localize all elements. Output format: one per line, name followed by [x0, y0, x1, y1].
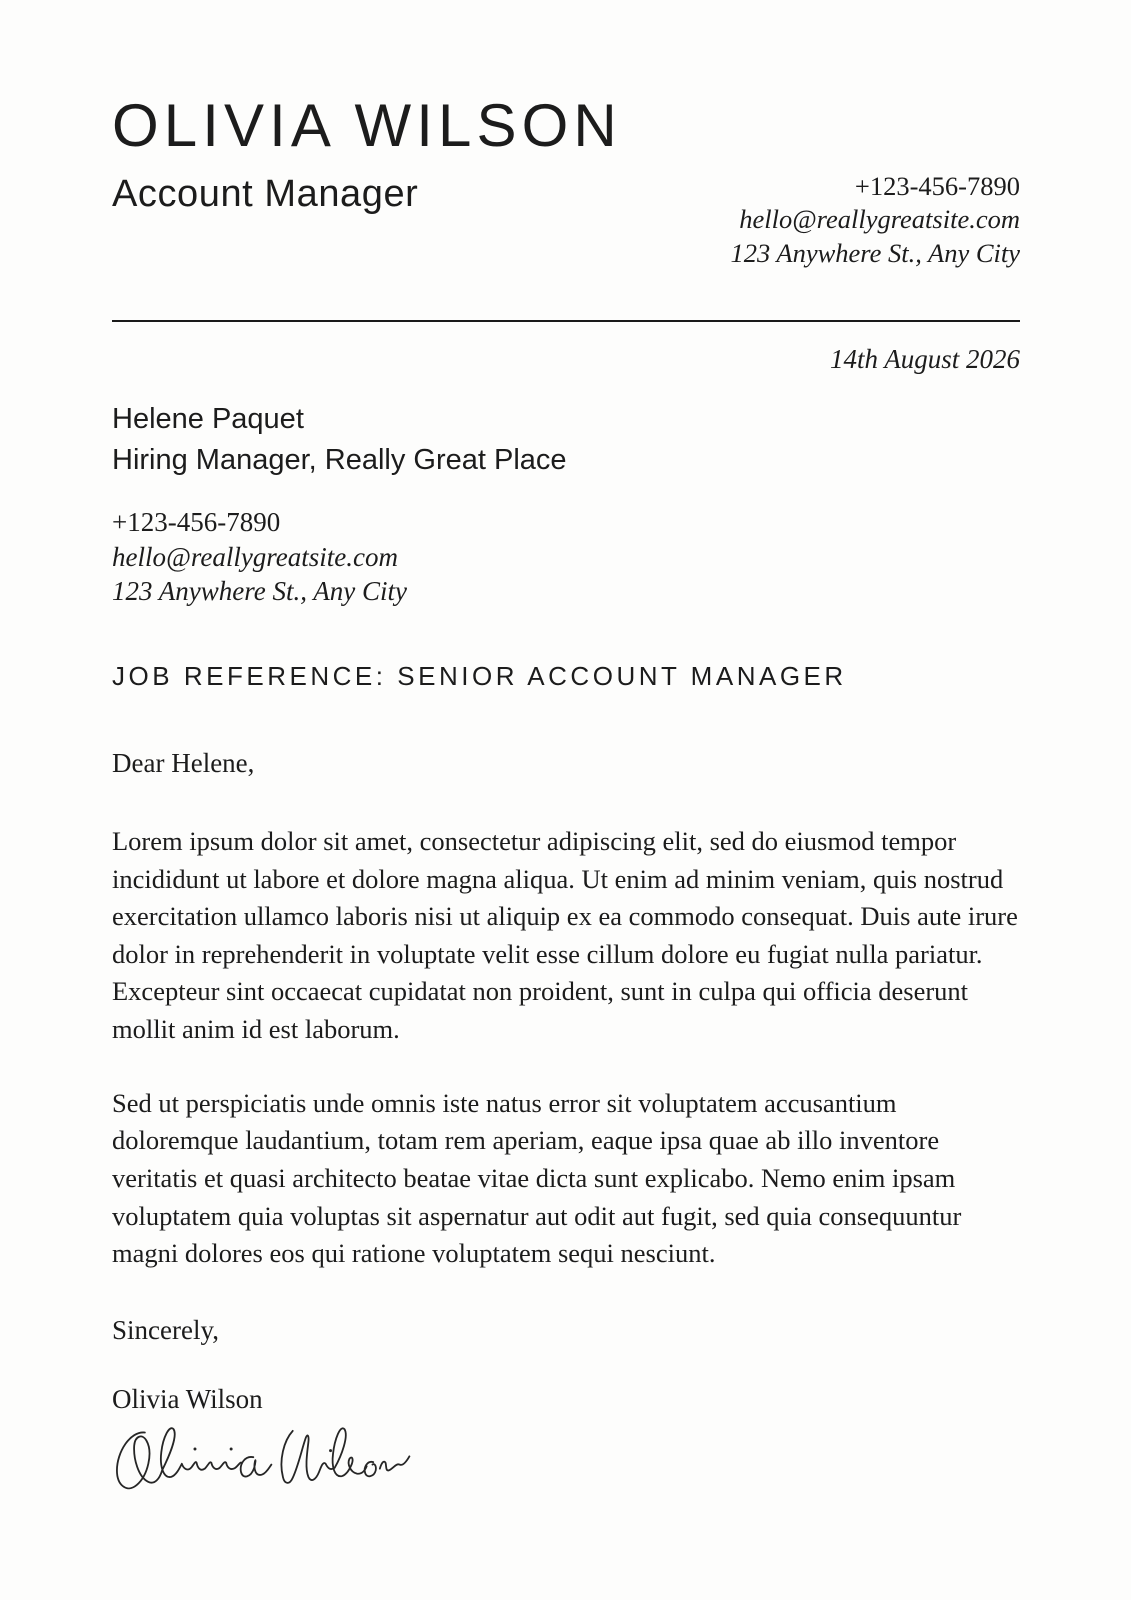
contact-address: 123 Anywhere St., Any City — [112, 576, 407, 607]
sender-role-heading: Account Manager — [112, 173, 419, 215]
letterhead-phone: +123-456-7890 — [854, 171, 1020, 201]
contact-block — [112, 505, 1020, 609]
body-paragraph-1: Lorem ipsum dolor sit amet, consectetur adipiscing elit, sed do eiusmod tempor incididunt ut labore et dolore magna aliqua. Ut enim ad minim veniam, quis nostrud exercitation ullamco laboris nisi ut aliquip ex ea commodo consequat. Duis aute irure dolor in reprehenderit in voluptate velit esse cillum dolore eu fugiat nulla pariatur. Excepteur sint occaecat cupidatat non proident, sunt in culpa qui officia deserunt mollit anim id est laborum. — [112, 825, 1018, 1045]
signed-name-typed: Olivia Wilson — [112, 1383, 263, 1414]
recipient-title: Hiring Manager, Really Great Place — [112, 444, 567, 477]
handwritten-signature — [112, 1417, 416, 1499]
recipient-block — [112, 399, 1020, 481]
contact-phone: +123-456-7890 — [112, 507, 281, 538]
letterhead-email: hello@reallygreatsite.com — [739, 204, 1020, 235]
letter-date: 14th August 2026 — [829, 344, 1020, 374]
recipient-name: Helene Paquet — [112, 403, 304, 435]
closing-phrase: Sincerely, — [112, 1314, 219, 1345]
contact-email: hello@reallygreatsite.com — [112, 541, 399, 572]
sender-name-heading: OLIVIA WILSON — [112, 92, 622, 159]
letterhead-contact-block — [731, 170, 1021, 270]
letterhead-address: 123 Anywhere St., Any City — [730, 237, 1020, 268]
salutation: Dear Helene, — [112, 747, 255, 778]
job-reference-subject: JOB REFERENCE: SENIOR ACCOUNT MANAGER — [112, 660, 847, 691]
letterhead — [112, 94, 1020, 268]
header-divider-rule — [112, 320, 1020, 322]
body-paragraph-2: Sed ut perspiciatis unde omnis iste natus error sit voluptatem accusantium doloremque laudantium, totam rem aperiam, eaque ipsa quae ab illo inventore veritatis et quasi architecto beatae vitae dicta sunt explicabo. Nemo enim ipsam voluptatem quia voluptas sit aspernatur aut odit aut fugit, sed quia consequuntur magni dolores eos qui ratione voluptatem sequi nesciunt. — [112, 1087, 962, 1269]
